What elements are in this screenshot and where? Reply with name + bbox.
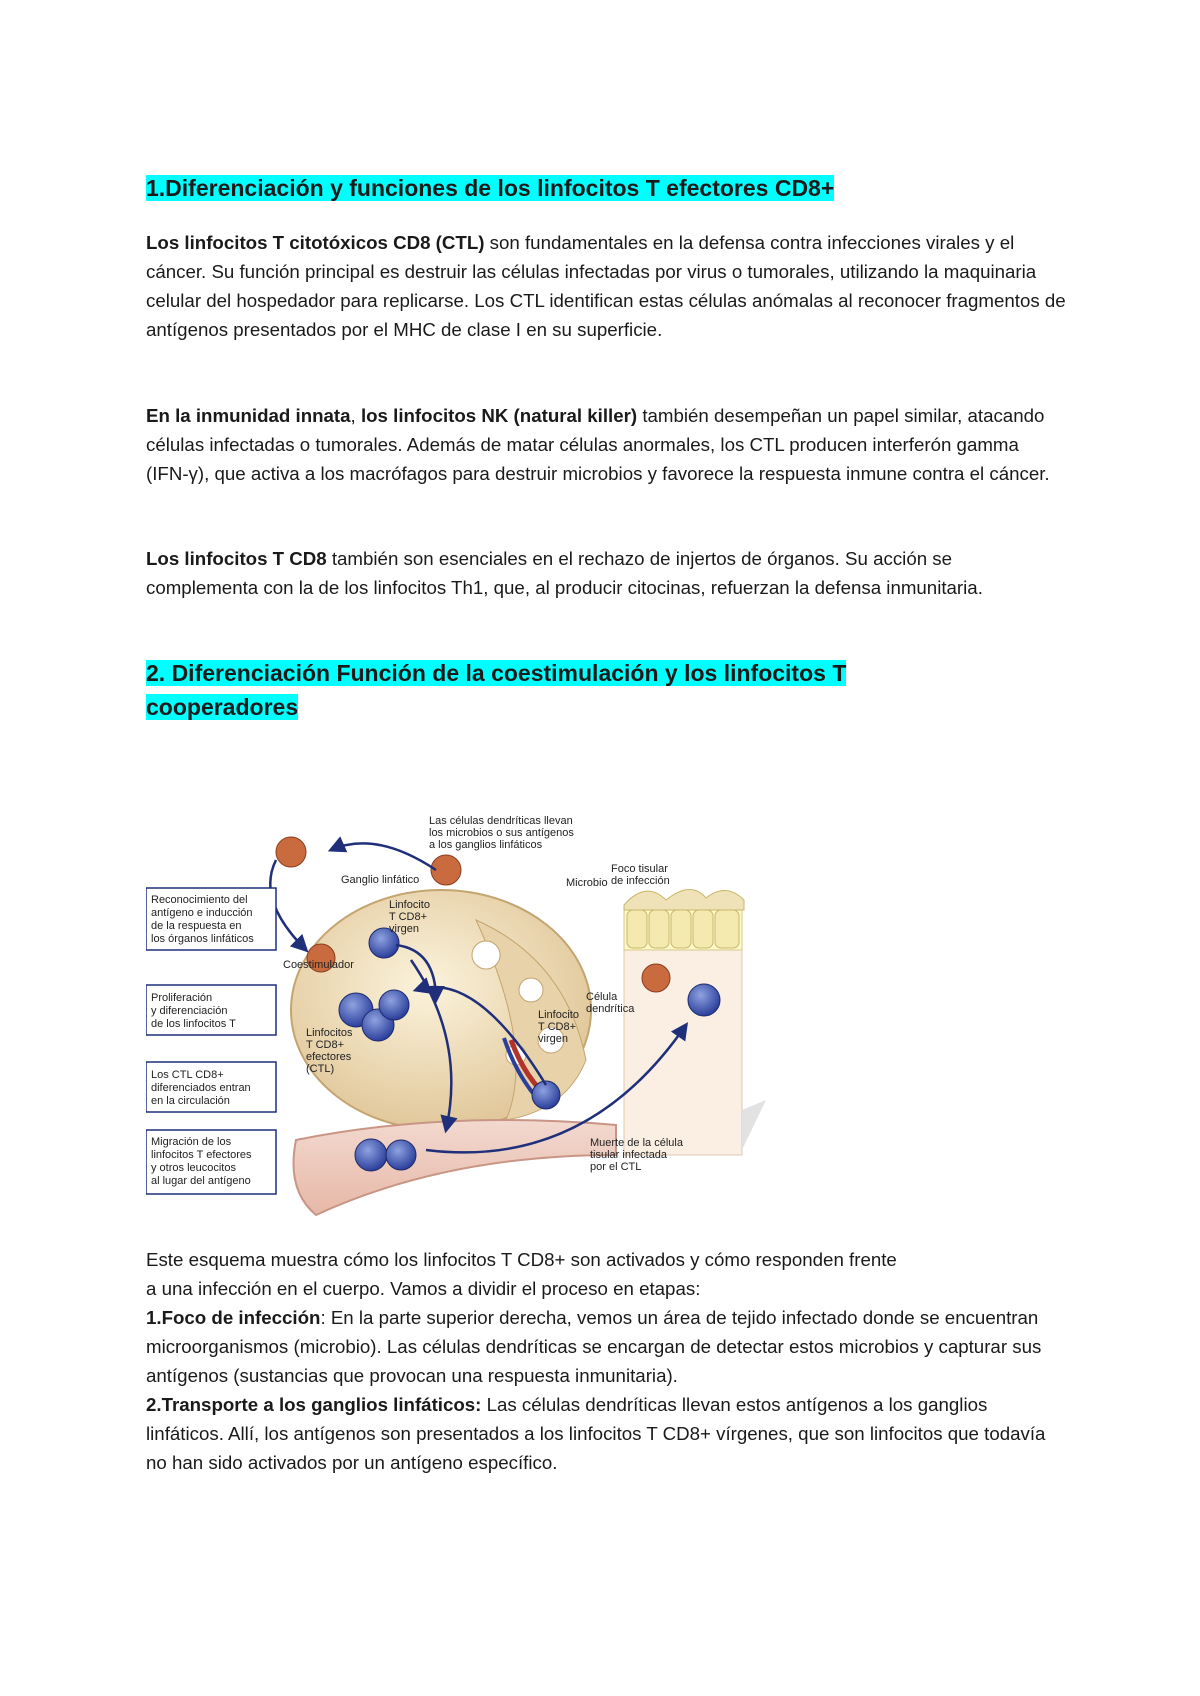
p2-bold1: En la inmunidad innata xyxy=(146,405,351,426)
box3-1: Los CTL CD8+ xyxy=(151,1069,224,1081)
p2-sep: , xyxy=(350,405,361,426)
label-muerte-2: tisular infectada xyxy=(590,1149,668,1161)
label-efectores-4: (CTL) xyxy=(306,1063,335,1075)
section1-paragraph3 xyxy=(146,544,1066,602)
stage-boxes xyxy=(146,888,276,1194)
section2-heading-line2: cooperadores xyxy=(146,694,299,720)
label-top-3: a los ganglios linfáticos xyxy=(429,839,543,851)
p2-text: también desempeñan un papel similar, atacando células infectadas o tumorales. Además de matar células anormales, los CTL producen interferón gamma (IFN-γ), que activa a los macrófagos para destruir microbios y favorece la respuesta inmune contra el cáncer. xyxy=(146,405,1050,484)
box4-3: y otros leucocitos xyxy=(151,1162,236,1174)
p3-bold: Los linfocitos T CD8 xyxy=(146,548,327,569)
label-dendritica-2: dendrítica xyxy=(586,1003,635,1015)
label-efectores-3: efectores xyxy=(306,1051,352,1063)
label-dendritica-1: Célula xyxy=(586,991,618,1003)
label-muerte-1: Muerte de la célula xyxy=(590,1137,683,1149)
label-virgen-top-3: virgen xyxy=(389,923,419,935)
label-top-2: los microbios o sus antígenos xyxy=(429,827,574,839)
box1-2: antígeno e inducción xyxy=(151,907,253,919)
item2-bold: 2.Transporte a los ganglios linfáticos: xyxy=(146,1394,482,1415)
box1-3: de la respuesta en xyxy=(151,920,242,932)
section2-heading xyxy=(146,656,846,724)
box3-3: en la circulación xyxy=(151,1095,230,1107)
box2-1: Proliferación xyxy=(151,992,213,1004)
p1-text: son fundamentales en la defensa contra infecciones virales y el cáncer. Su función principal es destruir las células infectadas por virus o tumorales, utilizando la maquinaria celular del hospedador para replicarse. Los CTL identifican estas células anómalas al reconocer fragmentos de antígenos presentados por el MHC de clase I en su superficie. xyxy=(146,232,1066,340)
label-virgen-top-2: T CD8+ xyxy=(389,911,428,923)
box3-2: diferenciados entran xyxy=(151,1082,251,1094)
intro-line2: a una infección en el cuerpo. Vamos a dividir el proceso en etapas: xyxy=(146,1278,701,1299)
label-coestimulador: Coestimulador xyxy=(283,959,354,971)
intro-line1: Este esquema muestra cómo los linfocitos T CD8+ son activados y cómo responden frente xyxy=(146,1249,897,1270)
label-foco-2: de infección xyxy=(611,875,670,887)
section1-paragraph2 xyxy=(146,401,1066,488)
box4-4: al lugar del antígeno xyxy=(151,1175,251,1187)
label-foco-1: Foco tisular xyxy=(611,863,668,875)
label-virgen-right-1: Linfocito xyxy=(538,1009,579,1021)
box4-1: Migración de los xyxy=(151,1136,232,1148)
box1-4: los órganos linfáticos xyxy=(151,933,254,945)
label-top-1: Las células dendríticas llevan xyxy=(429,815,573,827)
label-efectores-1: Linfocitos xyxy=(306,1027,353,1039)
p3-text: también son esenciales en el rechazo de injertos de órganos. Su acción se complementa con la de los linfocitos Th1, que, al producir citocinas, refuerzan la defensa inmunitaria. xyxy=(146,548,983,598)
section2-heading-line1: 2. Diferenciación Función de la coestimulación y los linfocitos T xyxy=(146,660,847,686)
section3-body xyxy=(146,1245,1066,1477)
infection-tissue xyxy=(624,889,766,1155)
item1-text: : En la parte superior derecha, vemos un área de tejido infectado donde se encuentran microorganismos (microbio). Las células dendríticas se encargan de detectar estos microbios y capturar sus antígenos (sustancias que provocan una respuesta inmunitaria). xyxy=(146,1307,1042,1386)
section1-heading xyxy=(146,171,834,205)
box1-1: Reconocimiento del xyxy=(151,894,248,906)
item1-bold: 1.Foco de infección xyxy=(146,1307,321,1328)
label-virgen-right-2: T CD8+ xyxy=(538,1021,577,1033)
p1-bold: Los linfocitos T citotóxicos CD8 (CTL) xyxy=(146,232,485,253)
label-virgen-right-3: virgen xyxy=(538,1033,568,1045)
label-ganglio: Ganglio linfático xyxy=(341,874,420,886)
p2-bold2: los linfocitos NK (natural killer) xyxy=(360,405,638,426)
label-microbio: Microbio xyxy=(566,877,608,889)
section1-paragraph1 xyxy=(146,228,1066,344)
ctl-response-diagram xyxy=(146,810,796,1235)
section1-heading-text: 1.Diferenciación y funciones de los linfocitos T efectores CD8+ xyxy=(146,175,835,201)
label-efectores-2: T CD8+ xyxy=(306,1039,345,1051)
blood-vessel xyxy=(294,1120,617,1215)
box2-2: y diferenciación xyxy=(151,1005,228,1017)
label-muerte-3: por el CTL xyxy=(590,1161,642,1173)
item2-text: Las células dendríticas llevan estos antígenos a los ganglios linfáticos. Allí, los antígenos son presentados a los linfocitos T CD8+ vírgenes, que son linfocitos que todavía no han sido activados por un antígeno específico. xyxy=(146,1394,1046,1473)
box4-2: linfocitos T efectores xyxy=(151,1149,252,1161)
box2-3: de los linfocitos T xyxy=(151,1018,236,1030)
label-virgen-top-1: Linfocito xyxy=(389,899,430,911)
